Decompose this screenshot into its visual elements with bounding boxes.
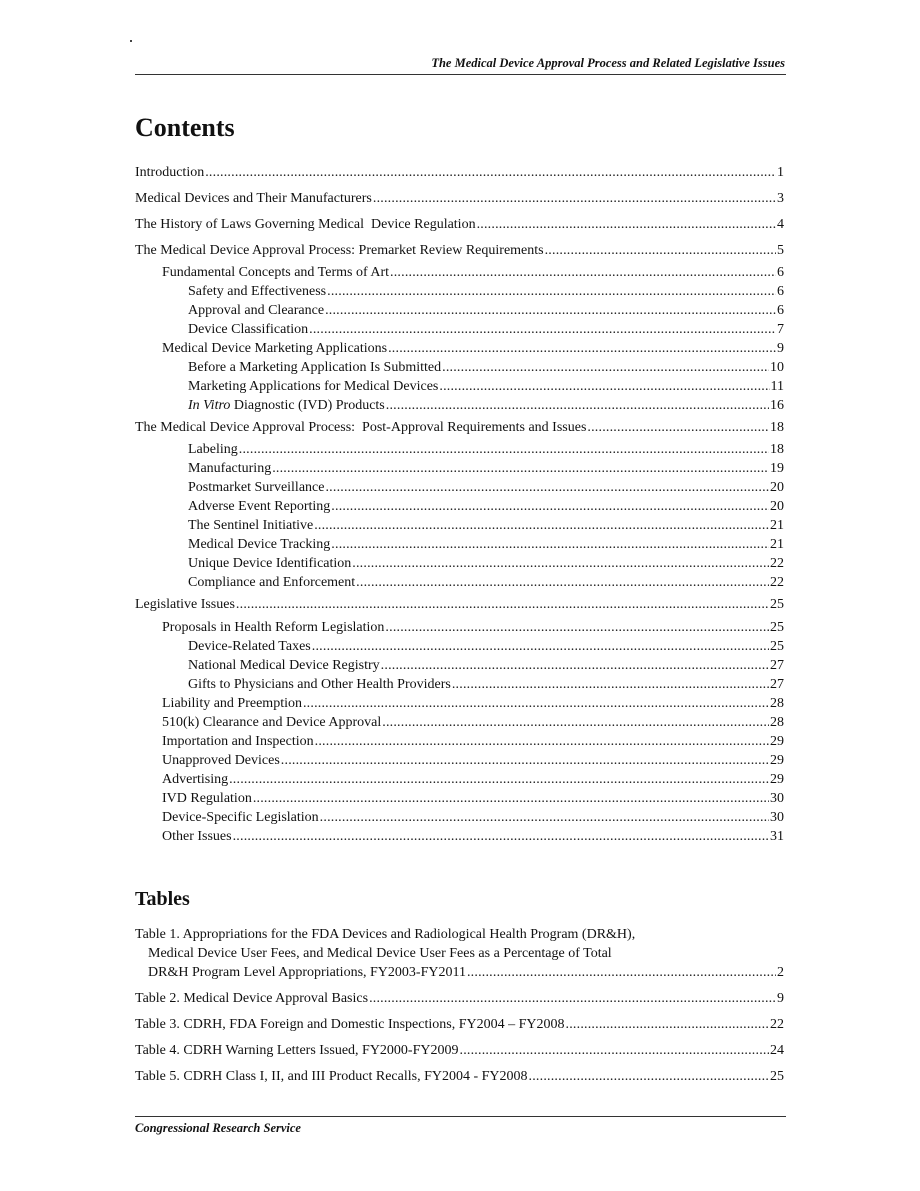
dot-leader (477, 216, 776, 233)
toc-entry-page: 11 (770, 379, 784, 394)
dot-leader (312, 638, 769, 655)
toc-entry-label: Labeling (188, 442, 238, 457)
toc-entry-label: Other Issues (162, 829, 232, 844)
toc-entry-page: 28 (770, 715, 784, 730)
toc-entry-page: 20 (770, 499, 784, 514)
toc-entry-label: Fundamental Concepts and Terms of Art (162, 265, 390, 280)
toc-entry-page: 22 (770, 556, 784, 571)
toc-entry-page: 21 (770, 537, 784, 552)
table-entry-label: Table 2. Medical Device Approval Basics (135, 991, 369, 1006)
toc-entry-page: 28 (770, 696, 784, 711)
toc-entry-label: Safety and Effectiveness (188, 284, 327, 299)
toc-entry-label: Importation and Inspection (162, 734, 314, 749)
toc-entry-label: The Sentinel Initiative (188, 518, 314, 533)
toc-entry-label-rest: Diagnostic (IVD) Products (230, 398, 385, 413)
toc-entry-page: 3 (777, 191, 784, 206)
dot-leader (381, 657, 769, 674)
toc-entry-page: 7 (777, 322, 784, 337)
toc-entry-page: 21 (770, 518, 784, 533)
toc-entry-page: 10 (770, 360, 784, 375)
dot-leader (331, 498, 769, 515)
toc-entry-label: Approval and Clearance (188, 303, 325, 318)
toc-entry-page: 25 (770, 620, 784, 635)
toc-entry-label: 510(k) Clearance and Device Approval (162, 715, 382, 730)
table-entry-label: Table 4. CDRH Warning Letters Issued, FY2000-FY2009 (135, 1043, 459, 1058)
toc-entry-label: IVD Regulation (162, 791, 252, 806)
dot-leader (303, 695, 769, 712)
dot-leader (452, 676, 769, 693)
toc-entry-label-italic: In Vitro (188, 398, 231, 413)
toc-entry-label: Introduction (135, 165, 205, 180)
toc-entry-label: Liability and Preemption (162, 696, 302, 711)
dot-leader (442, 359, 769, 376)
toc-entry-page: 9 (777, 341, 784, 356)
toc-entry-page: 1 (777, 165, 784, 180)
dot-leader (439, 378, 769, 395)
dot-leader (236, 596, 769, 613)
toc-entry-label (188, 397, 385, 414)
toc-entry-page: 30 (770, 791, 784, 806)
tables-heading: Tables (135, 888, 190, 910)
toc-entry-page: 19 (770, 461, 784, 476)
footer-rule (135, 1116, 786, 1117)
toc-entry-page: 27 (770, 658, 784, 673)
dot-leader (315, 733, 769, 750)
table-entry-page: 9 (777, 991, 784, 1006)
toc-entry-label: Compliance and Enforcement (188, 575, 356, 590)
contents-heading: Contents (135, 113, 235, 142)
dot-leader (352, 555, 769, 572)
table-entry-page: 24 (770, 1043, 784, 1058)
dot-leader (325, 479, 769, 496)
dot-leader (233, 828, 769, 845)
toc-entry-label: Manufacturing (188, 461, 272, 476)
dot-leader (390, 264, 776, 281)
toc-entry-page: 20 (770, 480, 784, 495)
toc-entry-label: Medical Device Tracking (188, 537, 331, 552)
dot-leader (320, 809, 769, 826)
toc-entry-page: 6 (777, 303, 784, 318)
table-entry-label: Table 5. CDRH Class I, II, and III Product Recalls, FY2004 - FY2008 (135, 1069, 528, 1084)
toc-entry-label: Medical Device Marketing Applications (162, 341, 388, 356)
dot-leader (460, 1042, 770, 1059)
dot-leader (385, 619, 769, 636)
toc-entry-page: 22 (770, 575, 784, 590)
table-entry-page: 2 (777, 965, 784, 980)
table-entry-label: DR&H Program Level Appropriations, FY2003-FY2011 (148, 965, 466, 980)
toc-entry-label: The Medical Device Approval Process: Post-Approval Requirements and Issues (135, 420, 587, 435)
dot-leader (545, 242, 776, 259)
toc-entry-label: Advertising (162, 772, 229, 787)
dot-leader (327, 283, 776, 300)
dot-leader (587, 419, 769, 436)
table-entry-page: 25 (770, 1069, 784, 1084)
toc-entry-label: Before a Marketing Application Is Submitted (188, 360, 442, 375)
dot-leader (388, 340, 776, 357)
toc-entry-page: 16 (770, 398, 784, 413)
dot-leader (309, 321, 776, 338)
toc-entry-label: Proposals in Health Reform Legislation (162, 620, 385, 635)
toc-entry-label: The Medical Device Approval Process: Premarket Review Requirements (135, 243, 544, 258)
toc-entry-page: 18 (770, 420, 784, 435)
table-entry-label: Table 3. CDRH, FDA Foreign and Domestic Inspections, FY2004 – FY2008 (135, 1017, 565, 1032)
toc-entry-page: 6 (777, 265, 784, 280)
running-header: The Medical Device Approval Process and Related Legislative Issues (431, 56, 785, 70)
header-rule (135, 74, 786, 75)
table-entry-line[interactable]: Medical Device User Fees, and Medical Device User Fees as a Percentage of Total (148, 946, 612, 961)
page-mark (130, 40, 132, 42)
toc-entry-label: Unapproved Devices (162, 753, 280, 768)
toc-entry-page: 29 (770, 753, 784, 768)
toc-entry-label: National Medical Device Registry (188, 658, 380, 673)
toc-entry-label: Device Classification (188, 322, 309, 337)
toc-entry-page: 27 (770, 677, 784, 692)
dot-leader (369, 990, 776, 1007)
toc-entry-label: Gifts to Physicians and Other Health Providers (188, 677, 451, 692)
dot-leader (205, 164, 776, 181)
dot-leader (272, 460, 769, 477)
dot-leader (253, 790, 769, 807)
dot-leader (239, 441, 769, 458)
toc-entry-page: 4 (777, 217, 784, 232)
toc-entry-label: The History of Laws Governing Medical Device Regulation (135, 217, 476, 232)
toc-entry-label: Marketing Applications for Medical Devices (188, 379, 439, 394)
toc-entry-page: 5 (777, 243, 784, 258)
dot-leader (314, 517, 769, 534)
dot-leader (281, 752, 769, 769)
dot-leader (382, 714, 769, 731)
toc-entry-page: 25 (770, 597, 784, 612)
dot-leader (356, 574, 769, 591)
table-entry-line[interactable]: Table 1. Appropriations for the FDA Devices and Radiological Health Program (DR&H), (135, 927, 636, 942)
toc-entry-page: 29 (770, 734, 784, 749)
dot-leader (331, 536, 769, 553)
toc-entry-page: 29 (770, 772, 784, 787)
dot-leader (467, 964, 776, 981)
dot-leader (229, 771, 769, 788)
dot-leader (529, 1068, 769, 1085)
toc-entry-page: 18 (770, 442, 784, 457)
toc-entry-label: Postmarket Surveillance (188, 480, 325, 495)
toc-entry-label: Device-Related Taxes (188, 639, 311, 654)
toc-entry-page: 25 (770, 639, 784, 654)
table-entry-page: 22 (770, 1017, 784, 1032)
toc-entry-label: Medical Devices and Their Manufacturers (135, 191, 372, 206)
running-footer: Congressional Research Service (135, 1121, 301, 1135)
toc-entry-page: 30 (770, 810, 784, 825)
dot-leader (386, 397, 769, 414)
toc-entry-label: Legislative Issues (135, 597, 235, 612)
toc-entry-page: 6 (777, 284, 784, 299)
toc-entry-page: 31 (770, 829, 784, 844)
dot-leader (325, 302, 776, 319)
toc-entry-label: Device-Specific Legislation (162, 810, 319, 825)
toc-entry-label: Adverse Event Reporting (188, 499, 331, 514)
dot-leader (566, 1016, 769, 1033)
dot-leader (373, 190, 776, 207)
toc-entry-label: Unique Device Identification (188, 556, 352, 571)
